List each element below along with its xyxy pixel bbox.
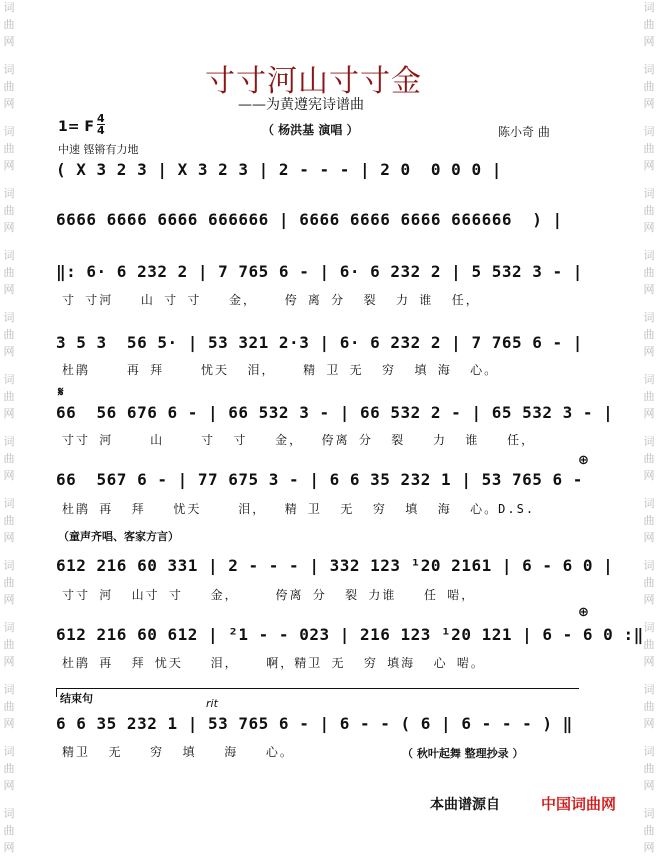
score-line-4: 3 5 3 56 5· | 53 321 2·3 | 6· 6 232 2 | 7 765 6 - |: [56, 333, 583, 352]
watermark-char: 词: [643, 497, 655, 510]
watermark-gap: [2, 113, 16, 123]
watermark-char: 词: [643, 249, 655, 262]
watermark-char: 词: [3, 1, 15, 14]
watermark-char: 词: [3, 435, 15, 448]
watermark-char: 网: [643, 345, 655, 358]
watermark-char: 词: [643, 683, 655, 696]
watermark-char: 词: [3, 621, 15, 634]
watermark-char: 曲: [643, 142, 655, 155]
footer-site-link[interactable]: 中国词曲网: [541, 795, 617, 813]
watermark-char: 曲: [643, 700, 655, 713]
watermark-char: 网: [3, 159, 15, 172]
watermark-gap: [2, 547, 16, 557]
score-line-5: 66 56 676 6 - | 66 532 3 - | 66 532 2 - | 65 532 3 - |: [56, 403, 614, 422]
watermark-char: 词: [643, 621, 655, 634]
score-line-2: 6666 6666 6666 666666 | 6666 6666 6666 666666 ) |: [56, 210, 563, 229]
watermark-char: 词: [643, 187, 655, 200]
watermark-char: 曲: [643, 638, 655, 651]
lyric-line-7: 寸寸 河 山寸 寸 金， 侉离 分 裂 力谁 任 啱，: [62, 588, 476, 602]
watermark-gap: [2, 795, 16, 805]
watermark-left: [2, 0, 16, 854]
watermark-gap: [2, 299, 16, 309]
watermark-char: 曲: [643, 390, 655, 403]
score-line-8: 612 216 60 612 | ²1 - - 023 | 216 123 ¹20 121 | 6 - 6 0 :‖: [56, 625, 644, 644]
watermark-char: 曲: [3, 514, 15, 527]
watermark-char: 网: [3, 221, 15, 234]
watermark-char: 网: [643, 779, 655, 792]
watermark-char: 网: [643, 841, 655, 854]
score-line-3: ‖: 6· 6 232 2 | 7 765 6 - | 6· 6 232 2 | 5 532 3 - |: [56, 262, 583, 281]
watermark-char: 网: [643, 531, 655, 544]
watermark-char: 曲: [3, 576, 15, 589]
watermark-char: 网: [643, 469, 655, 482]
watermark-char: 曲: [3, 824, 15, 837]
watermark-char: 曲: [3, 266, 15, 279]
watermark-char: 网: [643, 221, 655, 234]
composer: 陈小奇 曲: [498, 125, 550, 139]
watermark-char: 曲: [643, 18, 655, 31]
watermark-char: 曲: [643, 80, 655, 93]
watermark-char: 词: [3, 807, 15, 820]
watermark-char: 网: [3, 407, 15, 420]
watermark-char: 词: [643, 745, 655, 758]
score-line-6: 66 567 6 - | 77 675 3 - | 6 6 35 232 1 | 53 765 6 -: [56, 470, 583, 489]
watermark-char: 网: [643, 97, 655, 110]
watermark-char: 词: [3, 125, 15, 138]
watermark-char: 曲: [3, 142, 15, 155]
watermark-gap: [2, 51, 16, 61]
watermark-gap: [642, 547, 656, 557]
watermark-char: 网: [3, 655, 15, 668]
tempo-marking: 中速 铿锵有力地: [58, 143, 139, 156]
watermark-char: 词: [643, 311, 655, 324]
watermark-gap: [642, 609, 656, 619]
coda-sign-2: ⊕: [578, 605, 589, 620]
lyric-line-4: 杜鹃 再 拜 忧天 泪， 精 卫 无 穷 填 海 心。: [62, 363, 499, 377]
coda-sign: ⊕: [578, 453, 589, 468]
watermark-char: 网: [643, 159, 655, 172]
watermark-char: 网: [3, 469, 15, 482]
watermark-char: 曲: [643, 328, 655, 341]
watermark-char: 曲: [643, 266, 655, 279]
watermark-char: 词: [3, 745, 15, 758]
watermark-gap: [2, 485, 16, 495]
watermark-gap: [2, 237, 16, 247]
watermark-char: 网: [3, 283, 15, 296]
watermark-char: 曲: [643, 452, 655, 465]
watermark-char: 网: [643, 655, 655, 668]
watermark-gap: [642, 299, 656, 309]
watermark-char: 网: [3, 779, 15, 792]
watermark-gap: [642, 485, 656, 495]
lyric-line-9: 精卫 无 穷 填 海 心。: [62, 745, 294, 759]
watermark-gap: [2, 423, 16, 433]
score-line-7: 612 216 60 331 | 2 - - - | 332 123 ¹20 2161 | 6 - 6 0 |: [56, 556, 614, 575]
watermark-gap: [2, 609, 16, 619]
watermark-char: 曲: [3, 452, 15, 465]
watermark-char: 词: [3, 63, 15, 76]
watermark-char: 曲: [3, 390, 15, 403]
performer: （ 杨洪基 演唱 ）: [262, 123, 359, 137]
ending-label: 结束句: [60, 692, 93, 705]
watermark-gap: [642, 671, 656, 681]
watermark-char: 词: [643, 1, 655, 14]
watermark-gap: [642, 361, 656, 371]
lyric-line-3: 寸 寸河 山 寸 寸 金， 侉 离 分 裂 力 谁 任，: [62, 293, 480, 307]
watermark-char: 词: [643, 559, 655, 572]
watermark-char: 词: [3, 683, 15, 696]
watermark-char: 网: [643, 35, 655, 48]
watermark-char: 网: [643, 407, 655, 420]
watermark-char: 网: [3, 841, 15, 854]
time-signature-top: 4: [97, 112, 105, 125]
watermark-char: 曲: [643, 514, 655, 527]
watermark-char: 曲: [3, 700, 15, 713]
watermark-gap: [2, 361, 16, 371]
watermark-gap: [642, 175, 656, 185]
watermark-right: [642, 0, 656, 854]
watermark-char: 词: [3, 497, 15, 510]
watermark-gap: [642, 113, 656, 123]
score-line-1: ( X 3 2 3 | X 3 2 3 | 2 - - - | 2 0 0 0 0 |: [56, 160, 502, 179]
watermark-char: 网: [643, 593, 655, 606]
watermark-char: 词: [643, 125, 655, 138]
section-note: （童声齐唱、客家方言）: [58, 530, 179, 543]
lyric-line-8: 杜鹃 再 拜 忧天 泪， 啊，精卫 无 穷 填海 心 啱。: [62, 656, 485, 670]
watermark-char: 曲: [3, 638, 15, 651]
watermark-gap: [2, 857, 16, 867]
lyric-line-5: 寸寸 河 山 寸 寸 金， 侉离 分 裂 力 谁 任，: [62, 433, 536, 447]
watermark-gap: [642, 51, 656, 61]
watermark-gap: [642, 795, 656, 805]
watermark-char: 网: [3, 345, 15, 358]
watermark-char: 网: [3, 531, 15, 544]
watermark-char: 词: [643, 373, 655, 386]
watermark-char: 曲: [643, 576, 655, 589]
time-signature-bottom: 4: [97, 124, 105, 137]
watermark-char: 网: [3, 717, 15, 730]
watermark-char: 词: [3, 373, 15, 386]
ending-bracket: [56, 688, 579, 697]
watermark-gap: [642, 857, 656, 867]
watermark-char: 曲: [643, 824, 655, 837]
watermark-gap: [642, 237, 656, 247]
score-line-9: 6 6 35 232 1 | 53 765 6 - | 6 - - ( 6 | 6 - - - ) ‖: [56, 714, 573, 733]
watermark-gap: [2, 733, 16, 743]
watermark-gap: [2, 671, 16, 681]
key-signature: 1= F: [58, 119, 94, 135]
watermark-char: 网: [3, 593, 15, 606]
watermark-char: 曲: [3, 80, 15, 93]
arranger-credit: （ 秋叶起舞 整理抄录 ）: [402, 747, 524, 760]
watermark-gap: [642, 423, 656, 433]
watermark-char: 网: [3, 97, 15, 110]
watermark-char: 网: [3, 35, 15, 48]
song-subtitle: ——为黄遵宪诗谱曲: [238, 97, 364, 113]
lyric-line-6: 杜鹃 再 拜 忧天 泪， 精 卫 无 穷 填 海 心。D.S.: [62, 502, 536, 516]
watermark-char: 曲: [643, 762, 655, 775]
watermark-char: 曲: [3, 18, 15, 31]
watermark-char: 曲: [3, 762, 15, 775]
watermark-gap: [2, 175, 16, 185]
watermark-char: 词: [643, 807, 655, 820]
segno-sign: 𝄋: [58, 385, 64, 400]
watermark-char: 词: [3, 559, 15, 572]
watermark-char: 网: [643, 283, 655, 296]
song-title: 寸寸河山寸寸金: [205, 64, 422, 99]
watermark-char: 曲: [3, 204, 15, 217]
watermark-char: 曲: [643, 204, 655, 217]
ritardando-mark: rit: [206, 697, 218, 710]
watermark-char: 词: [3, 187, 15, 200]
watermark-char: 词: [643, 63, 655, 76]
watermark-char: 曲: [3, 328, 15, 341]
watermark-char: 词: [643, 435, 655, 448]
time-signature: [97, 113, 105, 136]
watermark-char: 词: [3, 311, 15, 324]
watermark-char: 词: [3, 249, 15, 262]
footer-source-label: 本曲谱源自: [430, 797, 500, 813]
watermark-gap: [642, 733, 656, 743]
watermark-char: 网: [643, 717, 655, 730]
